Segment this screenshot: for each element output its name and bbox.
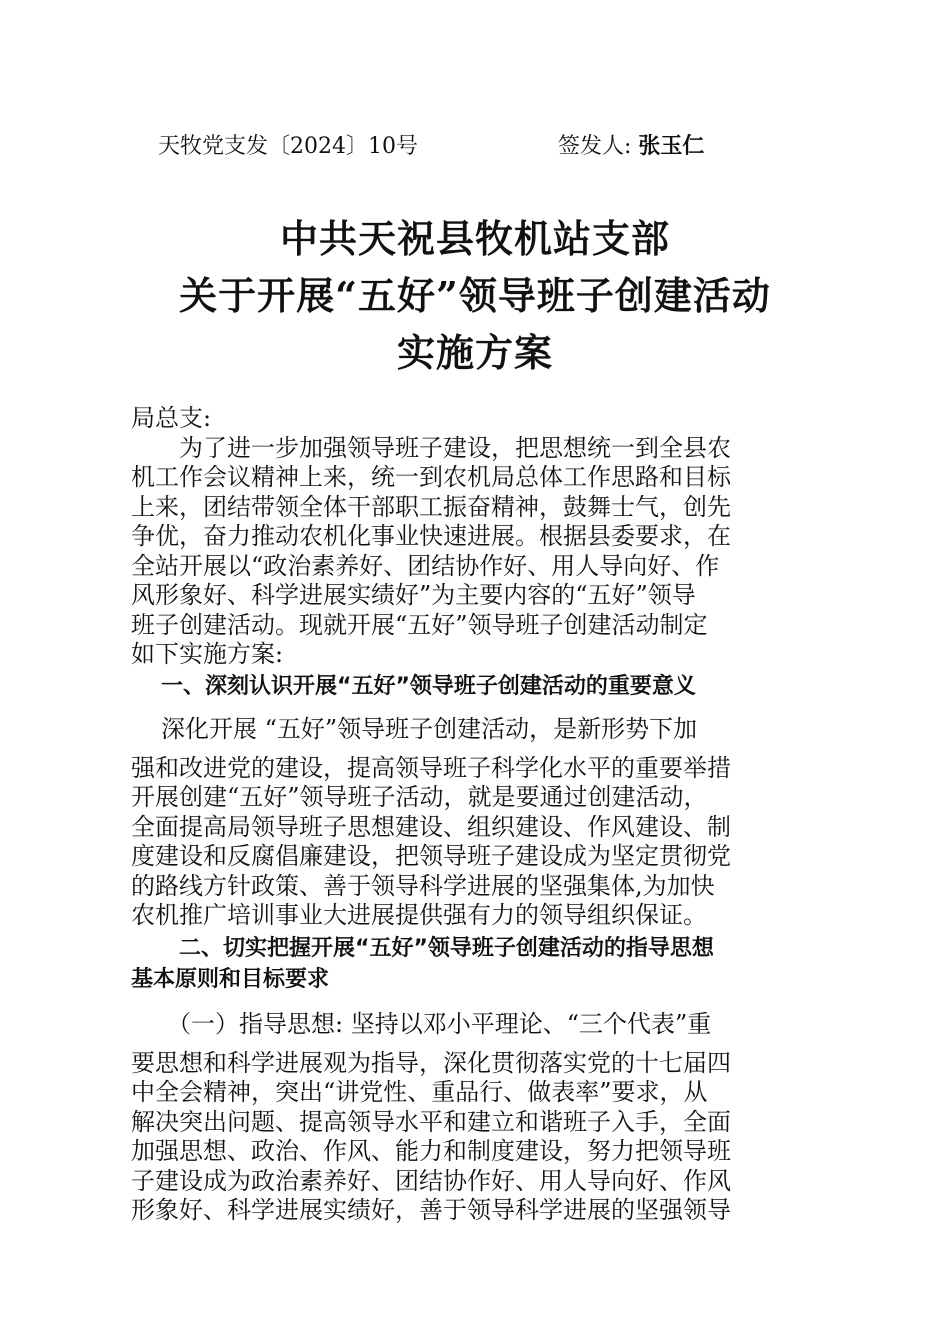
text-line: 机工作会议精神上来，统一到农机局总体工作思路和目标 xyxy=(131,463,731,491)
document-title xyxy=(100,210,850,381)
title-line-1: 中共天祝县牧机站支部 xyxy=(279,216,670,261)
text-line: 强和改进党的建设，提高领导班子科学化水平的重要举措 xyxy=(131,753,731,782)
section-1-paragraph xyxy=(131,712,821,931)
text-line: 要思想和科学进展观为指导，深化贯彻落实党的十七届四 xyxy=(131,1048,731,1077)
signer xyxy=(558,130,704,164)
text-line: 风形象好、科学进展实绩好”为主要内容的“五好”领导 xyxy=(131,581,696,609)
text-line: 全面提高局领导班子思想建设、组织建设、作风建设、制 xyxy=(131,812,731,841)
text-line: 度建设和反腐倡廉建设，把领导班子建设成为坚定贯彻党 xyxy=(131,842,731,870)
text-line: 班子创建活动。现就开展“五好”领导班子创建活动制定 xyxy=(131,610,708,639)
text-line: 子建设成为政治素养好、团结协作好、用人导向好、作风 xyxy=(131,1166,731,1195)
intro-paragraph xyxy=(131,434,821,670)
text-line: 如下实施方案: xyxy=(131,640,284,668)
section-2-heading-line-1: 二、切实把握开展“五好”领导班子创建活动的指导思想 xyxy=(179,935,714,961)
section-1-heading: 一、深刻认识开展“五好”领导班子创建活动的重要意义 xyxy=(161,673,696,699)
text-line: 上来，团结带领全体干部职工振奋精神，鼓舞士气，创先 xyxy=(131,492,731,521)
text-line: 农机推广培训事业大进展提供强有力的领导组织保证。 xyxy=(131,901,707,929)
section-2-heading-line-2: 基本原则和目标要求 xyxy=(131,966,330,992)
title-line-2: 关于开展“五好”领导班子创建活动 xyxy=(179,273,771,318)
text-line: 开展创建“五好”领导班子活动，就是要通过创建活动， xyxy=(131,783,708,811)
signer-label: 签发人: xyxy=(558,134,632,159)
text-line: 加强思想、政治、作风、能力和制度建设，努力把领导班 xyxy=(131,1137,731,1165)
salutation: 局总支: xyxy=(131,404,212,432)
document-body xyxy=(131,404,821,1226)
text-line: 的路线方针政策、善于领导科学进展的坚强集体,为加快 xyxy=(131,871,715,900)
text-line: 为了进一步加强领导班子建设，把思想统一到全县农 xyxy=(179,433,731,462)
title-line-3: 实施方案 xyxy=(396,330,553,375)
text-line: 解决突出问题、提高领导水平和建立和谐班子入手，全面 xyxy=(131,1107,731,1136)
text-line: 深化开展 “五好”领导班子创建活动，是新形势下加 xyxy=(161,714,698,743)
text-line: 全站开展以“政治素养好、团结协作好、用人导向好、作 xyxy=(131,551,720,580)
document-number: 天牧党支发〔2024〕10号 xyxy=(158,134,418,159)
text-line: 争优，奋力推动农机化事业快速进展。根据县委要求，在 xyxy=(131,522,731,550)
text-line: 形象好、科学进展实绩好，善于领导科学进展的坚强领导 xyxy=(131,1196,731,1224)
signer-name: 张玉仁 xyxy=(638,134,705,159)
section-2-paragraph xyxy=(131,1007,821,1226)
text-line: （一）指导思想: 坚持以邓小平理论、“三个代表”重 xyxy=(167,1009,712,1038)
text-line: 中全会精神，突出“讲党性、重品行、做表率”要求，从 xyxy=(131,1078,708,1106)
document-header xyxy=(158,130,798,164)
